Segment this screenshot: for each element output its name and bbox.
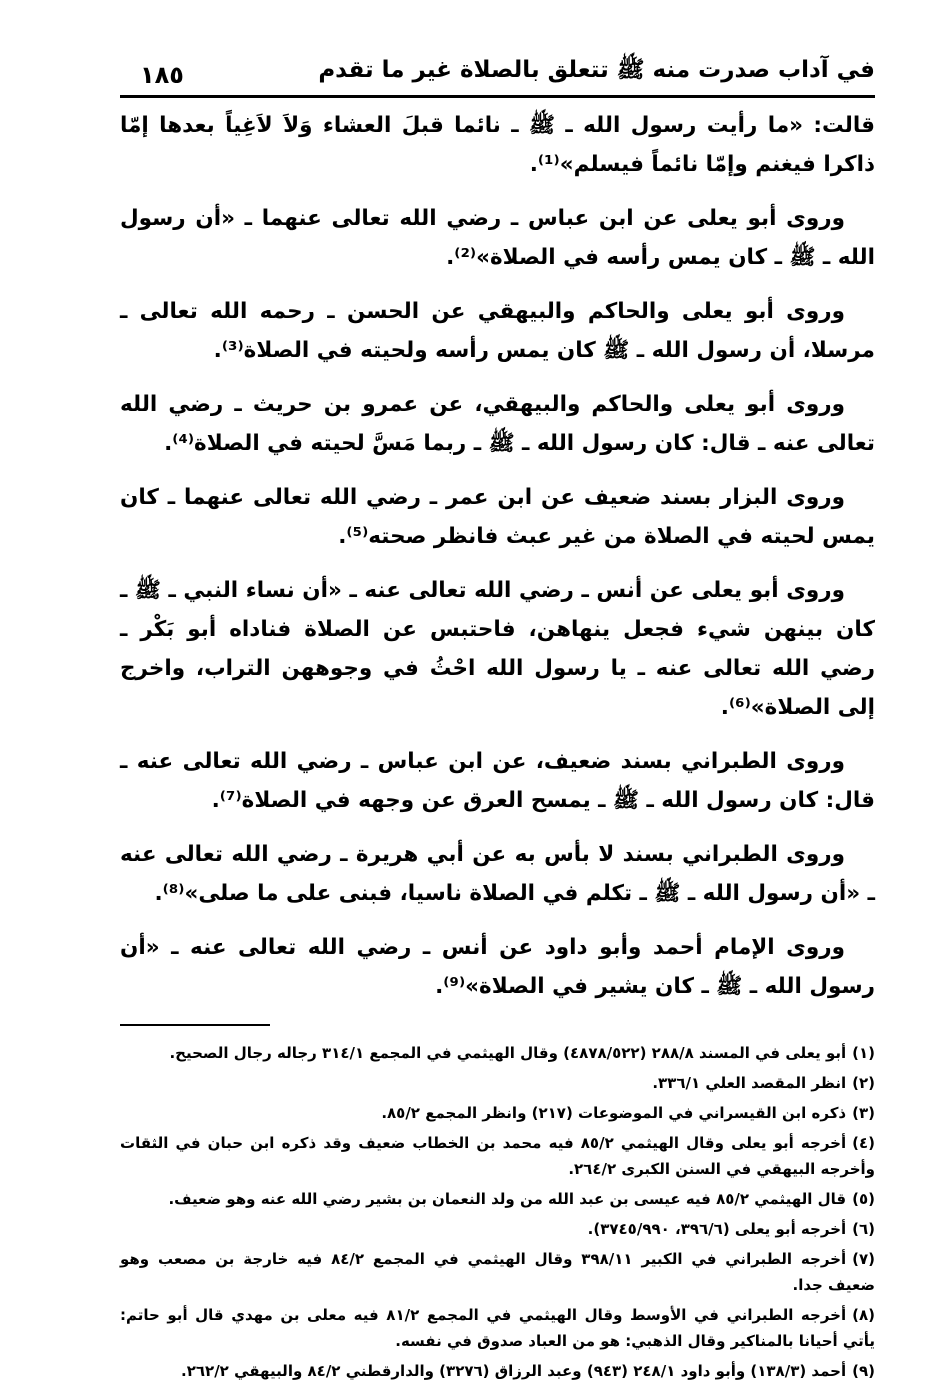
footnote-text: أحمد (١٣٨/٣) وأبو داود ٢٤٨/١ (٩٤٣) وعبد الرزاق (٣٢٧٦) والدارقطني ٨٤/٢ والبيهقي ٢٦٢/٢. [181,1362,847,1380]
footnote [120,1216,875,1242]
footnote [120,1130,875,1182]
footnote [120,1040,875,1066]
footnote-text: أخرجه أبو يعلى وقال الهيثمي ٨٥/٢ فيه محمد بن الخطاب ضعيف وقد ذكره ابن حبان في الثقات وأخرجه البيهقي في السنن الكبرى ٢٦٤/٢. [120,1134,875,1178]
footnote-number: (٦) [852,1220,875,1238]
paragraph: وروى الطبراني بسند لا بأس به عن أبي هريرة ـ رضي الله تعالى عنه ـ «أن رسول الله ـ ﷺ ـ تكلم في الصلاة ناسيا، فبنى على ما صلى»⁽⁸⁾. [120,842,875,906]
paragraph: وروى أبو يعلى عن ابن عباس ـ رضي الله تعالى عنهما ـ «أن رسول الله ـ ﷺ ـ كان يمس رأسه في الصلاة»⁽²⁾. [120,206,875,270]
footnotes [120,1040,875,1384]
footnote-text: أخرجه أبو يعلى (٣٩٦/٦، ٣٧٤٥/٩٩٠). [587,1220,847,1238]
running-header [120,55,875,98]
footnote-number: (٢) [852,1074,875,1092]
footnote-number: (٧) [852,1250,875,1268]
footnote-number: (٣) [852,1104,875,1122]
header-title: في آداب صدرت منه ﷺ تتعلق بالصلاة غير ما تقدم [318,57,875,83]
footnote-text: انظر المقصد العلي ٣٣٦/١. [652,1074,847,1092]
footnote-text: أخرجه الطبراني في الكبير ٣٩٨/١١ وقال الهيثمي في المجمع ٨٤/٢ فيه خارجة بن مصعب وهو ضعيف جدا. [120,1250,875,1294]
footnote-text: أبو يعلى في المسند ٢٨٨/٨ (٤٨٧٨/٥٢٢) وقال الهيثمي في المجمع ٣١٤/١ رجاله رجال الصحيح. [169,1044,847,1062]
footnote-text: ذكره ابن القيسراني في الموضوعات (٢١٧) وانظر المجمع ٨٥/٢. [381,1104,847,1122]
footnote [120,1070,875,1096]
footnote-number: (٩) [852,1362,875,1380]
paragraph: وروى أبو يعلى والحاكم والبيهقي، عن عمرو بن حريث ـ رضي الله تعالى عنه ـ قال: كان رسول الله ـ ﷺ ـ ربما مَسَّ لحيته في الصلاة⁽⁴⁾. [120,392,875,456]
paragraph: وروى الطبراني بسند ضعيف، عن ابن عباس ـ رضي الله تعالى عنه ـ قال: كان رسول الله ـ ﷺ ـ يمسح العرق عن وجهه في الصلاة⁽⁷⁾. [120,749,875,813]
main-text [120,106,875,1006]
footnote-number: (٨) [852,1306,875,1324]
footnote [120,1302,875,1354]
paragraph: قالت: «ما رأيت رسول الله ـ ﷺ ـ نائما قبلَ العشاء وَلاَ لاَغِياً بعدها إمّا ذاكرا فيغنم وإمّا نائماً فيسلم»⁽¹⁾. [120,113,875,177]
paragraph: وروى أبو يعلى عن أنس ـ رضي الله تعالى عنه ـ «أن نساء النبي ـ ﷺ ـ كان بينهن شيء فجعل ينهاهن، فاحتبس عن الصلاة فناداه أبو بَكْر ـ رضي الله تعالى عنه ـ يا رسول الله احْثُ في وجوههن التراب، واخرج إلى الصلاة»⁽⁶⁾. [120,578,875,720]
footnote [120,1100,875,1126]
book-page [120,55,875,1388]
paragraph: وروى الإمام أحمد وأبو داود عن أنس ـ رضي الله تعالى عنه ـ «أن رسول الله ـ ﷺ ـ كان يشير في الصلاة»⁽⁹⁾. [120,935,875,999]
paragraph: وروى البزار بسند ضعيف عن ابن عمر ـ رضي الله تعالى عنهما ـ كان يمس لحيته في الصلاة من غير عبث فانظر صحته⁽⁵⁾. [120,485,875,549]
footnote-number: (٤) [852,1134,875,1152]
page-number: ١٨٥ [140,61,184,89]
footnote [120,1358,875,1384]
paragraph: وروى أبو يعلى والحاكم والبيهقي عن الحسن ـ رحمه الله تعالى ـ مرسلا، أن رسول الله ـ ﷺ كان يمس رأسه ولحيته في الصلاة⁽³⁾. [120,299,875,363]
footnote-text: أخرجه الطبراني في الأوسط وقال الهيثمي في المجمع ٨١/٢ فيه معلى بن مهدي قال أبو حاتم: يأتي أحيانا بالمناكير وقال الذهبي: هو من العباد صدوق في نفسه. [120,1306,875,1350]
footnote-number: (٥) [852,1190,875,1208]
footnote-text: قال الهيثمي ٨٥/٢ فيه عيسى بن عبد الله من ولد النعمان بن بشير رضي الله عنه وهو ضعيف. [168,1190,847,1208]
footnote-divider [120,1024,270,1026]
footnote-number: (١) [852,1044,875,1062]
footnote [120,1186,875,1212]
footnote [120,1246,875,1298]
